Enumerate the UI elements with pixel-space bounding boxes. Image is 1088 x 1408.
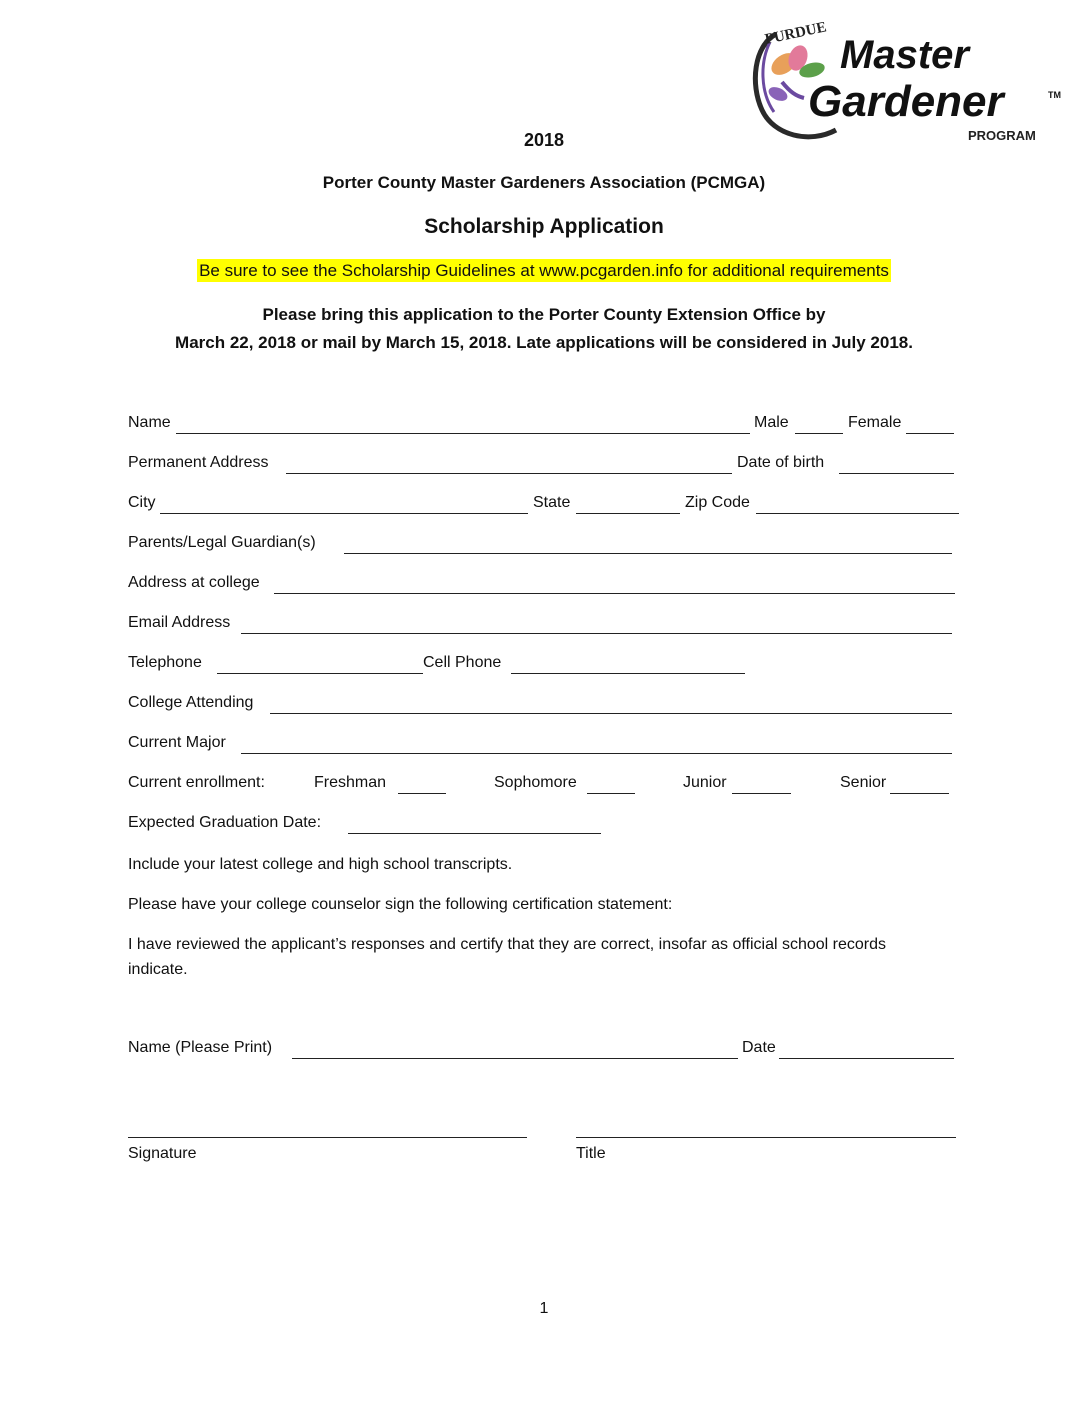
expected-graduation-label: Expected Graduation Date: bbox=[128, 814, 322, 831]
name-label: Name bbox=[128, 414, 171, 431]
logo-program-text: PROGRAM bbox=[968, 128, 1036, 143]
state-field[interactable] bbox=[576, 513, 680, 514]
signature-field[interactable] bbox=[128, 1137, 527, 1138]
counselor-date-field[interactable] bbox=[779, 1058, 954, 1059]
logo-master-text: Master bbox=[840, 33, 969, 77]
zip-code-field[interactable] bbox=[756, 513, 959, 514]
submission-instructions-line1: Please bring this application to the Porter County Extension Office by bbox=[262, 305, 826, 324]
parents-field[interactable] bbox=[344, 553, 952, 554]
expected-graduation-field[interactable] bbox=[348, 833, 601, 834]
male-field[interactable] bbox=[795, 433, 843, 434]
row-parents bbox=[128, 534, 958, 558]
date-of-birth-label: Date of birth bbox=[737, 454, 825, 471]
current-major-field[interactable] bbox=[241, 753, 952, 754]
cell-phone-field[interactable] bbox=[511, 673, 745, 674]
current-major-label: Current Major bbox=[128, 734, 226, 751]
title-label: Title bbox=[576, 1145, 606, 1162]
row-name bbox=[128, 414, 958, 438]
title-field[interactable] bbox=[576, 1137, 956, 1138]
email-field[interactable] bbox=[241, 633, 952, 634]
row-college-attending bbox=[128, 694, 958, 718]
row-city bbox=[128, 494, 960, 518]
page-title: Scholarship Application bbox=[424, 215, 664, 238]
college-attending-field[interactable] bbox=[270, 713, 952, 714]
guidelines-notice bbox=[0, 261, 1088, 281]
freshman-label: Freshman bbox=[314, 774, 387, 791]
logo-tm-text: TM bbox=[1048, 90, 1061, 100]
freshman-field[interactable] bbox=[398, 793, 446, 794]
counselor-instruction: Please have your college counselor sign the following certification statement: bbox=[128, 896, 673, 913]
row-permanent-address bbox=[128, 454, 958, 478]
certification-statement: I have reviewed the applicant’s responses and certify that they are correct, insofar as official school records indicate. bbox=[128, 936, 887, 978]
row-counselor-name bbox=[128, 1039, 958, 1063]
guidelines-notice-text: Be sure to see the Scholarship Guidelines at www.pcgarden.info for additional requirements bbox=[199, 261, 889, 280]
date-of-birth-field[interactable] bbox=[839, 473, 954, 474]
row-telephone bbox=[128, 654, 958, 678]
zip-code-label: Zip Code bbox=[685, 494, 750, 511]
state-label: State bbox=[533, 494, 571, 511]
city-label: City bbox=[128, 494, 156, 511]
female-label: Female bbox=[848, 414, 902, 431]
row-email bbox=[128, 614, 958, 638]
college-attending-label: College Attending bbox=[128, 694, 254, 711]
permanent-address-label: Permanent Address bbox=[128, 454, 269, 471]
submission-instructions-line2: March 22, 2018 or mail by March 15, 2018. Late applications will be considered in July 2018. bbox=[175, 333, 913, 352]
logo-gardener-text: Gardener bbox=[808, 77, 1004, 126]
telephone-label: Telephone bbox=[128, 654, 202, 671]
row-expected-graduation bbox=[128, 814, 958, 838]
senior-label: Senior bbox=[840, 774, 887, 791]
permanent-address-field[interactable] bbox=[286, 473, 732, 474]
address-at-college-label: Address at college bbox=[128, 574, 260, 591]
row-address-at-college bbox=[128, 574, 958, 598]
email-label: Email Address bbox=[128, 614, 231, 631]
page-number: 1 bbox=[539, 1300, 549, 1317]
telephone-field[interactable] bbox=[217, 673, 423, 674]
cell-phone-label: Cell Phone bbox=[423, 654, 502, 671]
row-current-enrollment bbox=[128, 774, 958, 798]
junior-field[interactable] bbox=[732, 793, 791, 794]
counselor-name-field[interactable] bbox=[292, 1058, 738, 1059]
parents-label: Parents/Legal Guardian(s) bbox=[128, 534, 316, 551]
city-field[interactable] bbox=[160, 513, 528, 514]
header-organization: Porter County Master Gardeners Association (PCMGA) bbox=[322, 173, 766, 192]
transcripts-instruction: Include your latest college and high school transcripts. bbox=[128, 856, 513, 873]
header-year: 2018 bbox=[523, 130, 565, 150]
counselor-date-label: Date bbox=[742, 1039, 776, 1056]
logo-purdue-text: PURDUE bbox=[763, 22, 828, 48]
junior-label: Junior bbox=[683, 774, 727, 791]
senior-field[interactable] bbox=[890, 793, 949, 794]
name-field[interactable] bbox=[176, 433, 750, 434]
current-enrollment-label: Current enrollment: bbox=[128, 774, 265, 791]
sophomore-field[interactable] bbox=[587, 793, 635, 794]
address-at-college-field[interactable] bbox=[274, 593, 955, 594]
row-current-major bbox=[128, 734, 958, 758]
counselor-name-label: Name (Please Print) bbox=[128, 1039, 273, 1056]
sophomore-label: Sophomore bbox=[494, 774, 577, 791]
female-field[interactable] bbox=[906, 433, 954, 434]
male-label: Male bbox=[754, 414, 789, 431]
signature-label: Signature bbox=[128, 1145, 197, 1162]
